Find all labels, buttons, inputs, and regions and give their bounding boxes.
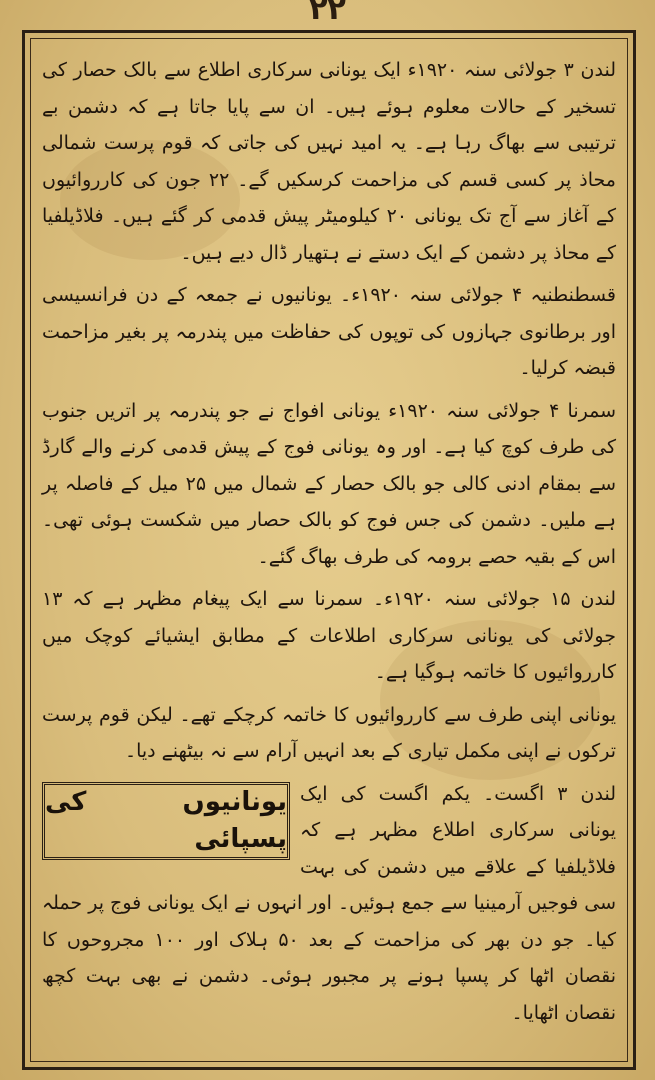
paragraph-smyrna: سمرنا ۴ جولائی سنہ ۱۹۲۰ء یونانی افواج نے جو پندرمہ پر اتریں جنوب کی طرف کوچ کیا ہے۔ اور وہ یونانی فوج کے پیش قدمی کرنے والے گارڈ سے بمقام ادنی کالی جو بالک حصار کے شمال میں ۲۵ میل کے فاصلہ پر ہے ملیں۔ دشمن کی جس فوج کو بالک حصار میں شکست ہوئی تھی۔ اس کے بقیہ حصے برومہ کی طرف بھاگ گئے۔ [42,399,616,568]
boxed-section-title: یونانیوں کی پسپائی [42,782,290,860]
paragraph-london-august-3: لندن ۳ اگست۔ یکم اگست کی ایک یونانی سرکاری اطلاع مظہر ہے کہ فلاڈیلفیا کے علاقے میں دشمن کی بہت سی فوجیں آرمینیا سے جمع ہوئیں۔ اور انہوں نے ایک یونانی فوج پر حملہ کیا۔ جو دن بھر کی مزاحمت کے بعد ۵۰ ہلاک اور ۱۰۰ مجروحوں کا نقصان اٹھا کر پسپا ہونے پر مجبور ہوئی۔ دشمن نے بھی بہت کچھ نقصان اٹھایا۔ [42,782,616,1024]
page-number: ۲۲ [309,0,346,27]
paragraph-london-july-3: لندن ۳ جولائی سنہ ۱۹۲۰ء ایک یونانی سرکاری اطلاع سے بالک حصار کی تسخیر کے حالات معلوم ہوئے ہیں۔ ان سے پایا جاتا ہے کہ دشمن بے ترتیبی سے بھاگ رہا ہے۔ یہ امید نہیں کی جاتی کہ قوم پرست شمالی محاذ پر کسی قسم کی مزاحمت کرسکیں گے۔ ۲۲ جون کی کارروائیوں کے آغاز سے آج تک یونانی ۲۰ کیلومیٹر پیش قدمی کر گئے ہیں۔ فلاڈیلفیا کے محاذ پر دشمن کے ایک دستے نے ہتھیار ڈال دیے ہیں۔ [42,59,616,264]
body-text [42,52,616,1037]
paragraph-constantinople: قسطنطنیہ ۴ جولائی سنہ ۱۹۲۰ء۔ یونانیوں نے جمعہ کے دن فرانسیسی اور برطانوی جہازوں کی توپوں کی حفاظت میں پندرمہ پر بغیر مزاحمت قبضہ کرلیا۔ [42,284,616,379]
paragraph-greek-operations: یونانی اپنی طرف سے کارروائیوں کا خاتمہ کرچکے تھے۔ لیکن قوم پرست ترکوں نے اپنی مکمل تیاری کے بعد انہیں آرام سے نہ بیٹھنے دیا۔ [42,703,616,762]
paragraph-london-july-15: لندن ۱۵ جولائی سنہ ۱۹۲۰ء۔ سمرنا سے ایک پیغام مظہر ہے کہ ۱۳ جولائی کی یونانی سرکاری اطلاعات کے مطابق ایشیائے کوچک میں کارروائیوں کا خاتمہ ہوگیا ہے۔ [42,588,616,683]
